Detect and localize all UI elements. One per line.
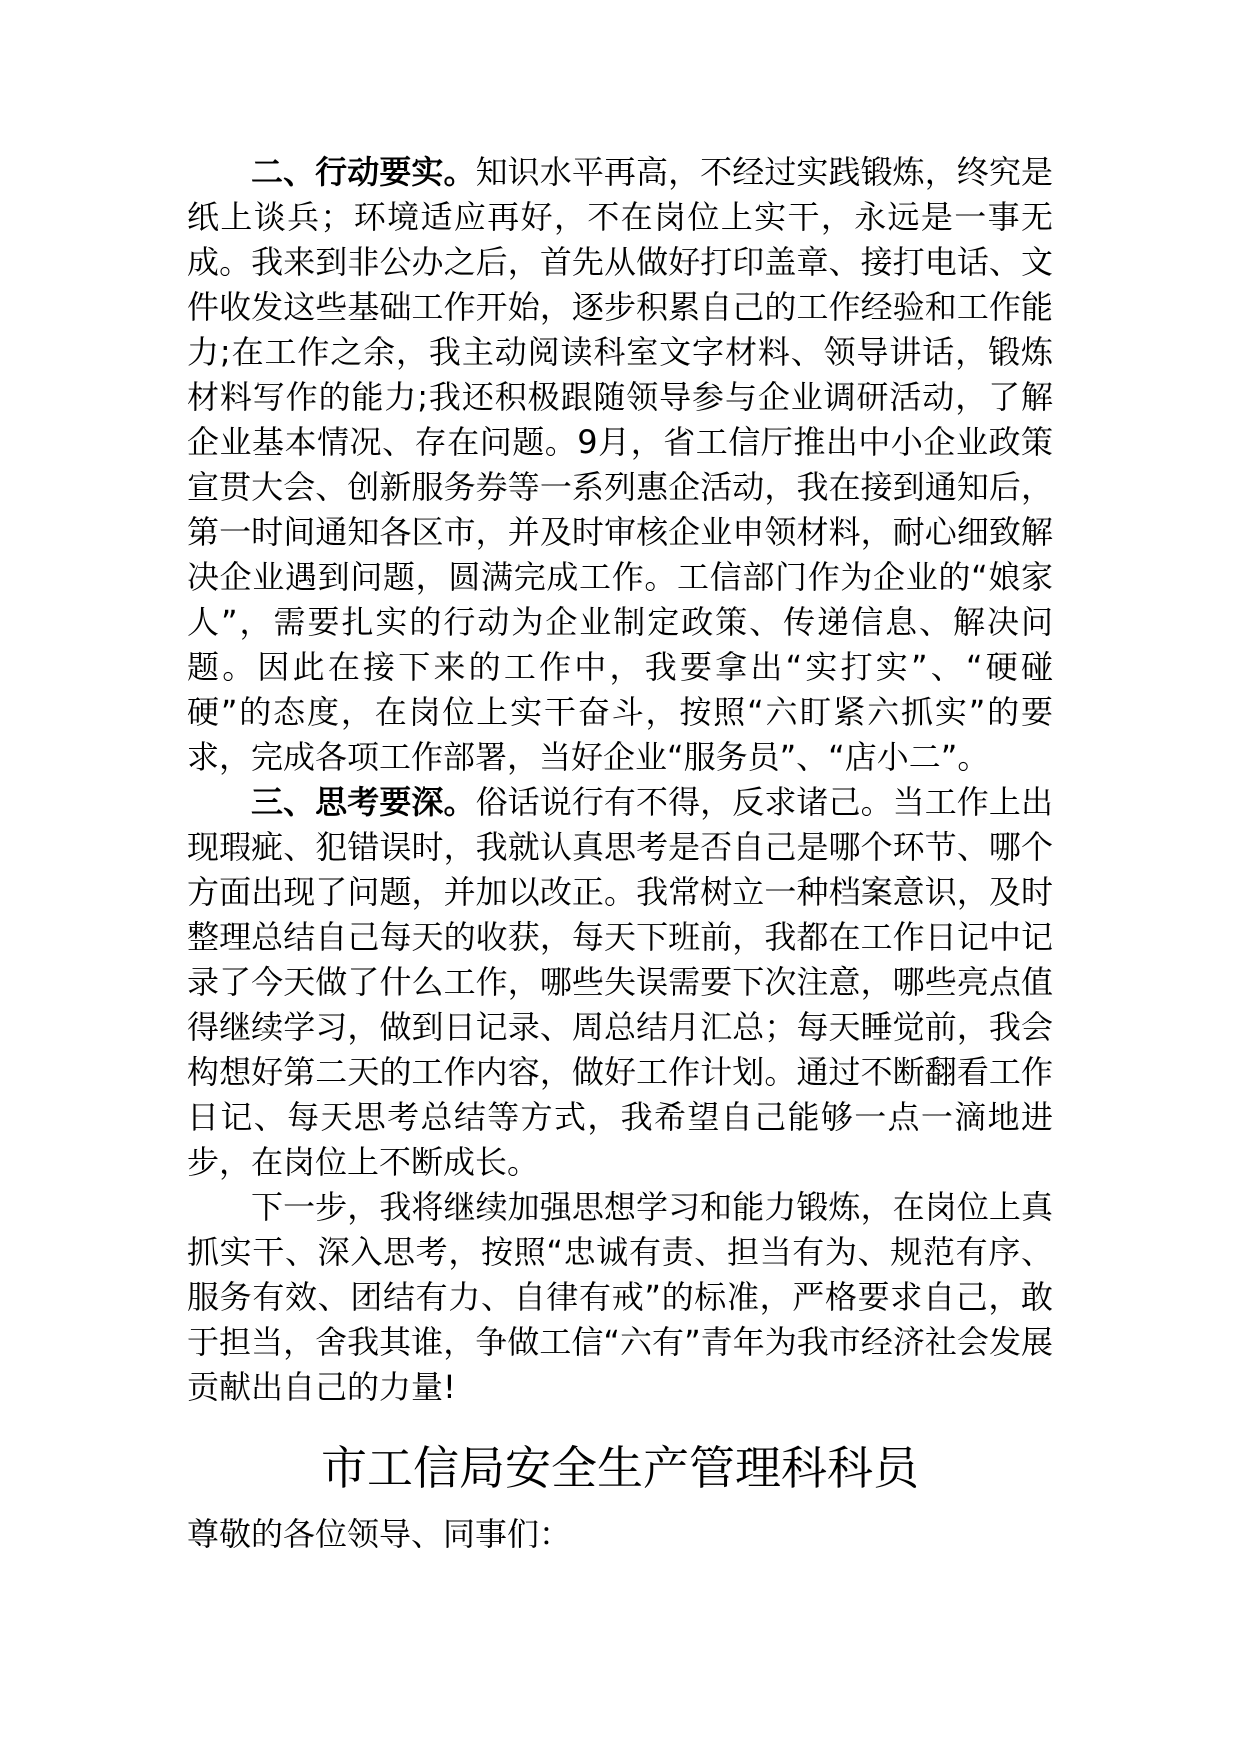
- paragraph-next-step: [187, 1185, 1053, 1410]
- paragraph-thinking: [187, 780, 1053, 1185]
- section-title: 市工信局安全生产管理科科员: [321, 1441, 919, 1495]
- paragraph-text: 知识水平再高，不经过实践锻炼，终究是纸上谈兵；环境适应再好，不在岗位上实干，永远是一事无成。我来到非公办之后，首先从做好打印盖章、接打电话、文件收发这些基础工作开始，逐步积累自己的工作经验和工作能力;在工作之余，我主动阅读科室文字材料、领导讲话，锻炼材料写作的能力;我还积极跟随领导参与企业调研活动，了解企业基本情况、存在问题。9月，省工信厅推出中小企业政策宣贯大会、创新服务券等一系列惠企活动，我在接到通知后，第一时间通知各区市，并及时审核企业申领材料，耐心细致解决企业遇到问题，圆满完成工作。工信部门作为企业的“娘家人”，需要扎实的行动为企业制定政策、传递信息、解决问题。因此在接下来的工作中，我要拿出“实打实”、“硬碰硬”的态度，在岗位上实干奋斗，按照“六盯紧六抓实”的要求，完成各项工作部署，当好企业“服务员”、“店小二”。: [187, 153, 1053, 776]
- paragraph-text: 俗话说行有不得，反求诸己。当工作上出现瑕疵、犯错误时，我就认真思考是否自己是哪个环节、哪个方面出现了问题，并加以改正。我常树立一种档案意识，及时整理总结自己每天的收获，每天下班前，我都在工作日记中记录了今天做了什么工作，哪些失误需要下次注意，哪些亮点值得继续学习，做到日记录、周总结月汇总；每天睡觉前，我会构想好第二天的工作内容，做好工作计划。通过不断翻看工作日记、每天思考总结等方式，我希望自己能够一点一滴地进步，在岗位上不断成长。: [187, 783, 1053, 1181]
- paragraph-heading: 三、思考要深。: [251, 783, 476, 821]
- paragraph-text: 下一步，我将继续加强思想学习和能力锻炼，在岗位上真抓实干、深入思考，按照“忠诚有责、担当有为、规范有序、服务有效、团结有力、自律有戒”的标准，严格要求自己，敢于担当，舍我其谁，争做工信“六有”青年为我市经济社会发展贡献出自己的力量!: [187, 1188, 1053, 1406]
- paragraph-action: [187, 150, 1053, 780]
- paragraph-heading: 二、行动要实。: [251, 153, 476, 191]
- salutation: 尊敬的各位领导、同事们：: [187, 1515, 572, 1553]
- document-body: [187, 150, 1053, 1557]
